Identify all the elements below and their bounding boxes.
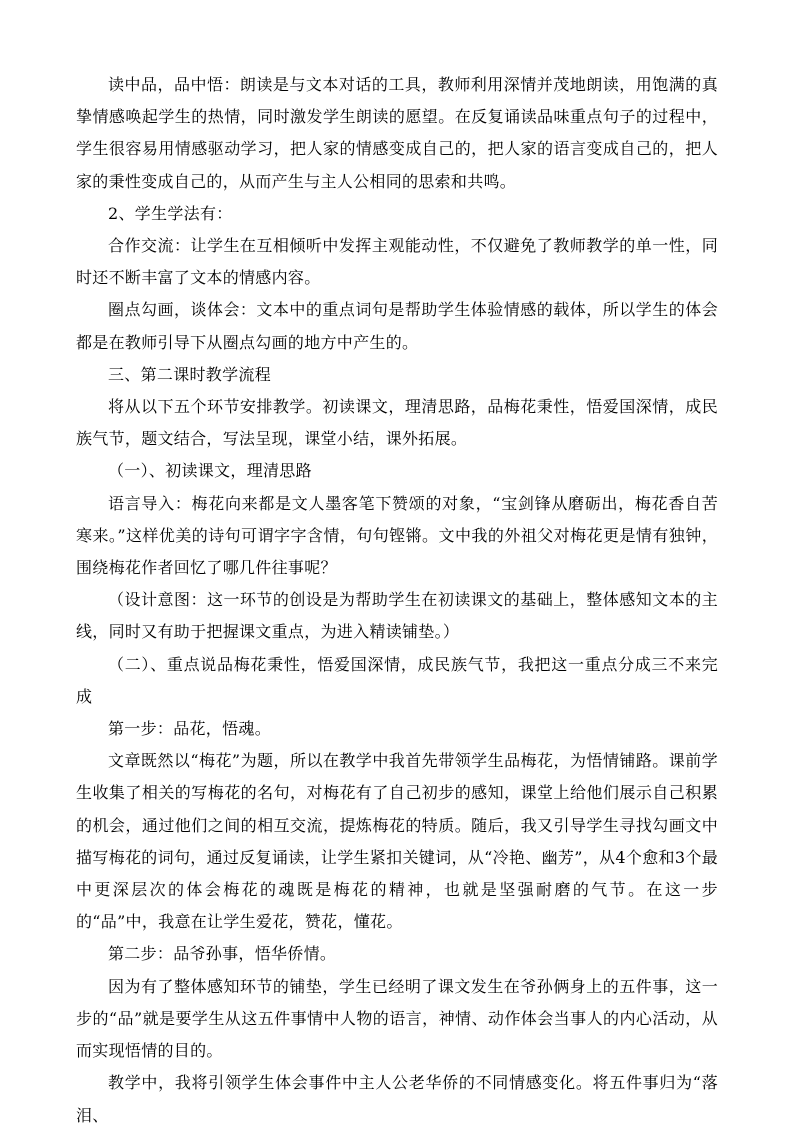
paragraph-teaching: 教学中，我将引领学生体会事件中主人公老华侨的不同情感变化。将五件事归为“落泪、 [76, 1073, 718, 1125]
paragraph-reading-method: 读中品，品中悟：朗读是与文本对话的工具，教师利用深情并茂地朗读，用饱满的真挚情感唤起学生的热情，同时激发学生朗读的愿望。在反复诵读品味重点句子的过程中，学生很容易用情感驱动学习，把人家的情感变成自己的，把人家的语言变成自己的，把人家的秉性变成自己的，从而产生与主人公相同的思索和共鸣。 [76, 75, 718, 191]
paragraph-introduction: 语言导入：梅花向来都是文人墨客笔下赞颂的对象，“宝剑锋从磨砺出，梅花香自苦寒来。”这样优美的诗句可谓字字含情，句句铿锵。文中我的外祖父对梅花更是情有独钟，围绕梅花作者回忆了哪几件往事呢？ [76, 493, 718, 578]
paragraph-annotation: 圈点勾画，谈体会：文本中的重点词句是帮助学生体验情感的载体，所以学生的体会都是在教师引导下从圈点勾画的地方中产生的。 [76, 300, 718, 352]
heading-key-point: （二）、重点说品梅花秉性，悟爱国深情，成民族气节，我把这一重点分成三不来完成 [76, 654, 718, 706]
heading-step-one: 第一步：品花，悟魂。 [108, 719, 272, 739]
paragraph-design-intent: （设计意图：这一环节的创设是为帮助学生在初读课文的基础上，整体感知文本的主线，同时又有助于把握课文重点，为进入精读铺垫。） [76, 590, 718, 642]
heading-second-lesson-flow: 三、第二课时教学流程 [108, 364, 272, 384]
heading-step-two: 第二步：品爷孙事，悟华侨情。 [108, 944, 337, 964]
paragraph-cooperation: 合作交流：让学生在互相倾听中发挥主观能动性，不仅避免了教师教学的单一性，同时还不断丰富了文本的情感内容。 [76, 236, 718, 288]
paragraph-step-one: 文章既然以“梅花”为题，所以在教学中我首先带领学生品梅花，为悟情铺路。课前学生收集了相关的写梅花的名句，对梅花有了自己初步的感知，课堂上给他们展示自己积累的机会，通过他们之间的相互交流，提炼梅花的特质。随后，我又引导学生寻找勾画文中描写梅花的词句，通过反复诵读，让学生紧扣关键词，从“冷艳、幽芳”，从4个愈和3个最中更深层次的体会梅花的魂既是梅花的精神，也就是坚强耐磨的气节。在这一步的“品”中，我意在让学生爱花，赞花，懂花。 [76, 751, 718, 932]
heading-first-reading: （一）、初读课文，理清思路 [108, 461, 312, 481]
paragraph-five-steps: 将从以下五个环节安排教学。初读课文，理清思路，品梅花秉性，悟爱国深情，成民族气节，题文结合，写法呈现，课堂小结，课外拓展。 [76, 397, 718, 449]
heading-student-methods: 2、学生学法有： [108, 203, 233, 223]
paragraph-step-two: 因为有了整体感知环节的铺垫，学生已经明了课文发生在爷孙俩身上的五件事，这一步的“品”就是要学生从这五件事情中人物的语言，神情、动作体会当事人的内心活动，从而实现悟情的目的。 [76, 976, 718, 1061]
document-page [76, 69, 718, 1132]
